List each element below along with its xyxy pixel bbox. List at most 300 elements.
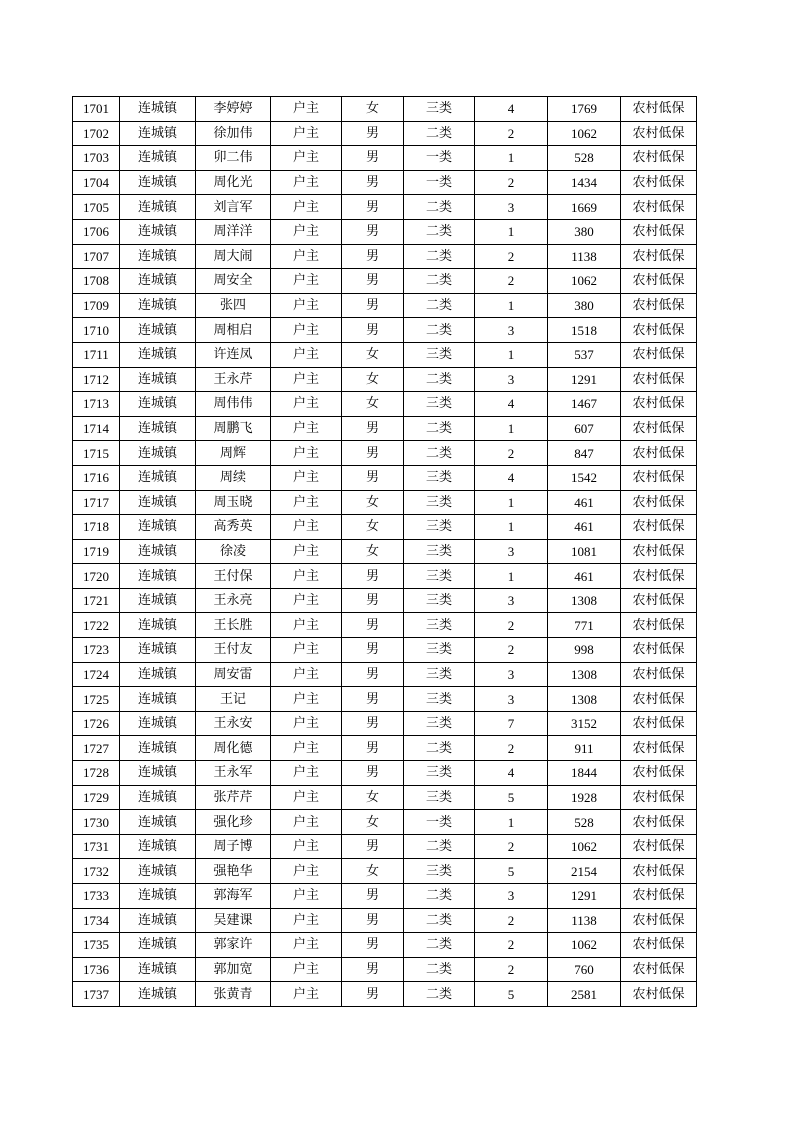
table-row	[73, 588, 697, 613]
relation-cell: 户主	[271, 490, 342, 515]
relation-cell: 户主	[271, 392, 342, 417]
aid-type-cell: 农村低保	[621, 711, 697, 736]
household-size-cell: 2	[475, 834, 548, 859]
gender-cell: 男	[342, 834, 404, 859]
town-cell: 连城镇	[120, 933, 196, 958]
amount-cell: 1062	[548, 834, 621, 859]
aid-type-cell: 农村低保	[621, 761, 697, 786]
relation-cell: 户主	[271, 97, 342, 122]
category-cell: 三类	[404, 564, 475, 589]
name-cell: 强艳华	[196, 859, 271, 884]
serial-number-cell: 1734	[73, 908, 120, 933]
town-cell: 连城镇	[120, 490, 196, 515]
town-cell: 连城镇	[120, 416, 196, 441]
gender-cell: 男	[342, 170, 404, 195]
gender-cell: 男	[342, 933, 404, 958]
serial-number-cell: 1709	[73, 293, 120, 318]
amount-cell: 1291	[548, 884, 621, 909]
serial-number-cell: 1736	[73, 957, 120, 982]
household-size-cell: 7	[475, 711, 548, 736]
town-cell: 连城镇	[120, 884, 196, 909]
name-cell: 高秀英	[196, 515, 271, 540]
category-cell: 二类	[404, 908, 475, 933]
gender-cell: 男	[342, 219, 404, 244]
gender-cell: 男	[342, 588, 404, 613]
aid-type-cell: 农村低保	[621, 195, 697, 220]
serial-number-cell: 1732	[73, 859, 120, 884]
table-row	[73, 982, 697, 1007]
serial-number-cell: 1703	[73, 146, 120, 171]
serial-number-cell: 1702	[73, 121, 120, 146]
town-cell: 连城镇	[120, 662, 196, 687]
amount-cell: 537	[548, 342, 621, 367]
gender-cell: 男	[342, 416, 404, 441]
table-row	[73, 662, 697, 687]
town-cell: 连城镇	[120, 515, 196, 540]
serial-number-cell: 1708	[73, 269, 120, 294]
name-cell: 周化德	[196, 736, 271, 761]
roster-table	[72, 96, 697, 1007]
table-row	[73, 957, 697, 982]
category-cell: 二类	[404, 834, 475, 859]
gender-cell: 男	[342, 736, 404, 761]
town-cell: 连城镇	[120, 810, 196, 835]
gender-cell: 女	[342, 810, 404, 835]
household-size-cell: 2	[475, 613, 548, 638]
gender-cell: 女	[342, 515, 404, 540]
serial-number-cell: 1727	[73, 736, 120, 761]
gender-cell: 女	[342, 490, 404, 515]
town-cell: 连城镇	[120, 539, 196, 564]
category-cell: 三类	[404, 785, 475, 810]
roster-body	[73, 97, 697, 1007]
serial-number-cell: 1724	[73, 662, 120, 687]
gender-cell: 女	[342, 97, 404, 122]
relation-cell: 户主	[271, 884, 342, 909]
town-cell: 连城镇	[120, 195, 196, 220]
household-size-cell: 1	[475, 219, 548, 244]
amount-cell: 1308	[548, 588, 621, 613]
town-cell: 连城镇	[120, 957, 196, 982]
category-cell: 二类	[404, 884, 475, 909]
name-cell: 周化光	[196, 170, 271, 195]
household-size-cell: 3	[475, 884, 548, 909]
household-size-cell: 2	[475, 170, 548, 195]
name-cell: 徐凌	[196, 539, 271, 564]
table-row	[73, 97, 697, 122]
serial-number-cell: 1712	[73, 367, 120, 392]
category-cell: 二类	[404, 219, 475, 244]
category-cell: 二类	[404, 933, 475, 958]
aid-type-cell: 农村低保	[621, 515, 697, 540]
name-cell: 周安全	[196, 269, 271, 294]
table-row	[73, 392, 697, 417]
name-cell: 郭加宽	[196, 957, 271, 982]
aid-type-cell: 农村低保	[621, 933, 697, 958]
gender-cell: 男	[342, 687, 404, 712]
amount-cell: 1518	[548, 318, 621, 343]
name-cell: 王永亮	[196, 588, 271, 613]
category-cell: 二类	[404, 441, 475, 466]
town-cell: 连城镇	[120, 687, 196, 712]
category-cell: 三类	[404, 490, 475, 515]
serial-number-cell: 1715	[73, 441, 120, 466]
name-cell: 周子博	[196, 834, 271, 859]
aid-type-cell: 农村低保	[621, 121, 697, 146]
relation-cell: 户主	[271, 761, 342, 786]
name-cell: 周相启	[196, 318, 271, 343]
table-row	[73, 293, 697, 318]
gender-cell: 男	[342, 908, 404, 933]
amount-cell: 607	[548, 416, 621, 441]
name-cell: 周鹏飞	[196, 416, 271, 441]
household-size-cell: 2	[475, 244, 548, 269]
amount-cell: 1669	[548, 195, 621, 220]
table-row	[73, 834, 697, 859]
amount-cell: 380	[548, 293, 621, 318]
amount-cell: 461	[548, 515, 621, 540]
table-row	[73, 244, 697, 269]
household-size-cell: 1	[475, 342, 548, 367]
name-cell: 周伟伟	[196, 392, 271, 417]
relation-cell: 户主	[271, 441, 342, 466]
gender-cell: 男	[342, 293, 404, 318]
household-size-cell: 1	[475, 490, 548, 515]
amount-cell: 1928	[548, 785, 621, 810]
aid-type-cell: 农村低保	[621, 293, 697, 318]
amount-cell: 1542	[548, 465, 621, 490]
category-cell: 二类	[404, 318, 475, 343]
name-cell: 强化珍	[196, 810, 271, 835]
household-size-cell: 1	[475, 810, 548, 835]
household-size-cell: 1	[475, 564, 548, 589]
amount-cell: 771	[548, 613, 621, 638]
serial-number-cell: 1721	[73, 588, 120, 613]
relation-cell: 户主	[271, 982, 342, 1007]
category-cell: 三类	[404, 687, 475, 712]
aid-type-cell: 农村低保	[621, 97, 697, 122]
relation-cell: 户主	[271, 318, 342, 343]
name-cell: 张四	[196, 293, 271, 318]
gender-cell: 男	[342, 244, 404, 269]
table-row	[73, 441, 697, 466]
household-size-cell: 5	[475, 859, 548, 884]
relation-cell: 户主	[271, 785, 342, 810]
aid-type-cell: 农村低保	[621, 810, 697, 835]
household-size-cell: 3	[475, 662, 548, 687]
relation-cell: 户主	[271, 367, 342, 392]
table-row	[73, 908, 697, 933]
category-cell: 二类	[404, 244, 475, 269]
town-cell: 连城镇	[120, 367, 196, 392]
category-cell: 三类	[404, 97, 475, 122]
household-size-cell: 3	[475, 195, 548, 220]
household-size-cell: 2	[475, 933, 548, 958]
table-row	[73, 367, 697, 392]
aid-type-cell: 农村低保	[621, 982, 697, 1007]
name-cell: 张黄青	[196, 982, 271, 1007]
household-size-cell: 2	[475, 441, 548, 466]
relation-cell: 户主	[271, 908, 342, 933]
household-size-cell: 2	[475, 638, 548, 663]
gender-cell: 男	[342, 465, 404, 490]
name-cell: 卯二伟	[196, 146, 271, 171]
town-cell: 连城镇	[120, 392, 196, 417]
town-cell: 连城镇	[120, 761, 196, 786]
household-size-cell: 4	[475, 761, 548, 786]
amount-cell: 1434	[548, 170, 621, 195]
household-size-cell: 3	[475, 687, 548, 712]
aid-type-cell: 农村低保	[621, 908, 697, 933]
relation-cell: 户主	[271, 465, 342, 490]
town-cell: 连城镇	[120, 736, 196, 761]
aid-type-cell: 农村低保	[621, 834, 697, 859]
aid-type-cell: 农村低保	[621, 884, 697, 909]
aid-type-cell: 农村低保	[621, 367, 697, 392]
relation-cell: 户主	[271, 244, 342, 269]
serial-number-cell: 1704	[73, 170, 120, 195]
gender-cell: 男	[342, 761, 404, 786]
name-cell: 周大闹	[196, 244, 271, 269]
serial-number-cell: 1737	[73, 982, 120, 1007]
name-cell: 王付友	[196, 638, 271, 663]
aid-type-cell: 农村低保	[621, 490, 697, 515]
town-cell: 连城镇	[120, 121, 196, 146]
aid-type-cell: 农村低保	[621, 736, 697, 761]
amount-cell: 760	[548, 957, 621, 982]
name-cell: 李婷婷	[196, 97, 271, 122]
name-cell: 周洋洋	[196, 219, 271, 244]
town-cell: 连城镇	[120, 711, 196, 736]
category-cell: 三类	[404, 859, 475, 884]
serial-number-cell: 1710	[73, 318, 120, 343]
serial-number-cell: 1735	[73, 933, 120, 958]
gender-cell: 男	[342, 662, 404, 687]
table-row	[73, 613, 697, 638]
table-row	[73, 342, 697, 367]
aid-type-cell: 农村低保	[621, 588, 697, 613]
town-cell: 连城镇	[120, 982, 196, 1007]
relation-cell: 户主	[271, 219, 342, 244]
gender-cell: 男	[342, 269, 404, 294]
name-cell: 许连凤	[196, 342, 271, 367]
amount-cell: 911	[548, 736, 621, 761]
town-cell: 连城镇	[120, 244, 196, 269]
category-cell: 三类	[404, 392, 475, 417]
serial-number-cell: 1733	[73, 884, 120, 909]
aid-type-cell: 农村低保	[621, 859, 697, 884]
name-cell: 王永军	[196, 761, 271, 786]
relation-cell: 户主	[271, 515, 342, 540]
gender-cell: 男	[342, 121, 404, 146]
household-size-cell: 3	[475, 588, 548, 613]
aid-type-cell: 农村低保	[621, 957, 697, 982]
serial-number-cell: 1717	[73, 490, 120, 515]
town-cell: 连城镇	[120, 293, 196, 318]
amount-cell: 1062	[548, 121, 621, 146]
name-cell: 周续	[196, 465, 271, 490]
town-cell: 连城镇	[120, 170, 196, 195]
amount-cell: 528	[548, 146, 621, 171]
category-cell: 一类	[404, 146, 475, 171]
relation-cell: 户主	[271, 146, 342, 171]
gender-cell: 男	[342, 613, 404, 638]
serial-number-cell: 1705	[73, 195, 120, 220]
town-cell: 连城镇	[120, 564, 196, 589]
amount-cell: 3152	[548, 711, 621, 736]
category-cell: 三类	[404, 465, 475, 490]
amount-cell: 1844	[548, 761, 621, 786]
aid-type-cell: 农村低保	[621, 269, 697, 294]
relation-cell: 户主	[271, 736, 342, 761]
gender-cell: 男	[342, 318, 404, 343]
category-cell: 三类	[404, 515, 475, 540]
table-row	[73, 219, 697, 244]
amount-cell: 1062	[548, 269, 621, 294]
table-row	[73, 687, 697, 712]
name-cell: 周安雷	[196, 662, 271, 687]
gender-cell: 女	[342, 367, 404, 392]
relation-cell: 户主	[271, 957, 342, 982]
relation-cell: 户主	[271, 539, 342, 564]
gender-cell: 男	[342, 982, 404, 1007]
town-cell: 连城镇	[120, 638, 196, 663]
serial-number-cell: 1716	[73, 465, 120, 490]
aid-type-cell: 农村低保	[621, 662, 697, 687]
table-row	[73, 859, 697, 884]
amount-cell: 998	[548, 638, 621, 663]
town-cell: 连城镇	[120, 785, 196, 810]
relation-cell: 户主	[271, 269, 342, 294]
aid-type-cell: 农村低保	[621, 416, 697, 441]
relation-cell: 户主	[271, 564, 342, 589]
town-cell: 连城镇	[120, 613, 196, 638]
aid-type-cell: 农村低保	[621, 392, 697, 417]
serial-number-cell: 1722	[73, 613, 120, 638]
category-cell: 三类	[404, 588, 475, 613]
name-cell: 王永安	[196, 711, 271, 736]
relation-cell: 户主	[271, 613, 342, 638]
name-cell: 王长胜	[196, 613, 271, 638]
aid-type-cell: 农村低保	[621, 465, 697, 490]
amount-cell: 1291	[548, 367, 621, 392]
serial-number-cell: 1726	[73, 711, 120, 736]
category-cell: 三类	[404, 638, 475, 663]
table-row	[73, 121, 697, 146]
relation-cell: 户主	[271, 170, 342, 195]
table-row	[73, 146, 697, 171]
table-row	[73, 318, 697, 343]
table-row	[73, 170, 697, 195]
serial-number-cell: 1729	[73, 785, 120, 810]
table-row	[73, 515, 697, 540]
serial-number-cell: 1731	[73, 834, 120, 859]
table-row	[73, 884, 697, 909]
amount-cell: 380	[548, 219, 621, 244]
amount-cell: 1138	[548, 908, 621, 933]
category-cell: 二类	[404, 982, 475, 1007]
serial-number-cell: 1723	[73, 638, 120, 663]
name-cell: 张芹芹	[196, 785, 271, 810]
household-size-cell: 2	[475, 736, 548, 761]
table-row	[73, 933, 697, 958]
category-cell: 二类	[404, 736, 475, 761]
table-row	[73, 269, 697, 294]
relation-cell: 户主	[271, 342, 342, 367]
serial-number-cell: 1728	[73, 761, 120, 786]
household-size-cell: 1	[475, 416, 548, 441]
aid-type-cell: 农村低保	[621, 318, 697, 343]
category-cell: 二类	[404, 195, 475, 220]
gender-cell: 男	[342, 146, 404, 171]
name-cell: 周辉	[196, 441, 271, 466]
category-cell: 二类	[404, 269, 475, 294]
household-size-cell: 3	[475, 539, 548, 564]
name-cell: 吴建课	[196, 908, 271, 933]
gender-cell: 女	[342, 342, 404, 367]
table-row	[73, 465, 697, 490]
amount-cell: 1308	[548, 662, 621, 687]
name-cell: 王记	[196, 687, 271, 712]
serial-number-cell: 1714	[73, 416, 120, 441]
gender-cell: 女	[342, 539, 404, 564]
household-size-cell: 5	[475, 982, 548, 1007]
household-size-cell: 3	[475, 318, 548, 343]
aid-type-cell: 农村低保	[621, 441, 697, 466]
name-cell: 刘言军	[196, 195, 271, 220]
category-cell: 二类	[404, 957, 475, 982]
amount-cell: 2154	[548, 859, 621, 884]
relation-cell: 户主	[271, 687, 342, 712]
amount-cell: 461	[548, 490, 621, 515]
town-cell: 连城镇	[120, 465, 196, 490]
table-row	[73, 539, 697, 564]
category-cell: 三类	[404, 761, 475, 786]
serial-number-cell: 1706	[73, 219, 120, 244]
name-cell: 徐加伟	[196, 121, 271, 146]
amount-cell: 1467	[548, 392, 621, 417]
category-cell: 三类	[404, 613, 475, 638]
relation-cell: 户主	[271, 121, 342, 146]
aid-type-cell: 农村低保	[621, 219, 697, 244]
town-cell: 连城镇	[120, 859, 196, 884]
name-cell: 王永芹	[196, 367, 271, 392]
table-row	[73, 564, 697, 589]
gender-cell: 男	[342, 195, 404, 220]
household-size-cell: 1	[475, 146, 548, 171]
table-row	[73, 761, 697, 786]
category-cell: 二类	[404, 416, 475, 441]
town-cell: 连城镇	[120, 588, 196, 613]
amount-cell: 2581	[548, 982, 621, 1007]
town-cell: 连城镇	[120, 219, 196, 244]
relation-cell: 户主	[271, 588, 342, 613]
relation-cell: 户主	[271, 195, 342, 220]
amount-cell: 1308	[548, 687, 621, 712]
household-size-cell: 5	[475, 785, 548, 810]
household-size-cell: 4	[475, 465, 548, 490]
table-row	[73, 490, 697, 515]
town-cell: 连城镇	[120, 834, 196, 859]
serial-number-cell: 1701	[73, 97, 120, 122]
household-size-cell: 4	[475, 392, 548, 417]
table-row	[73, 638, 697, 663]
household-size-cell: 2	[475, 269, 548, 294]
town-cell: 连城镇	[120, 908, 196, 933]
gender-cell: 男	[342, 638, 404, 663]
aid-type-cell: 农村低保	[621, 146, 697, 171]
relation-cell: 户主	[271, 933, 342, 958]
